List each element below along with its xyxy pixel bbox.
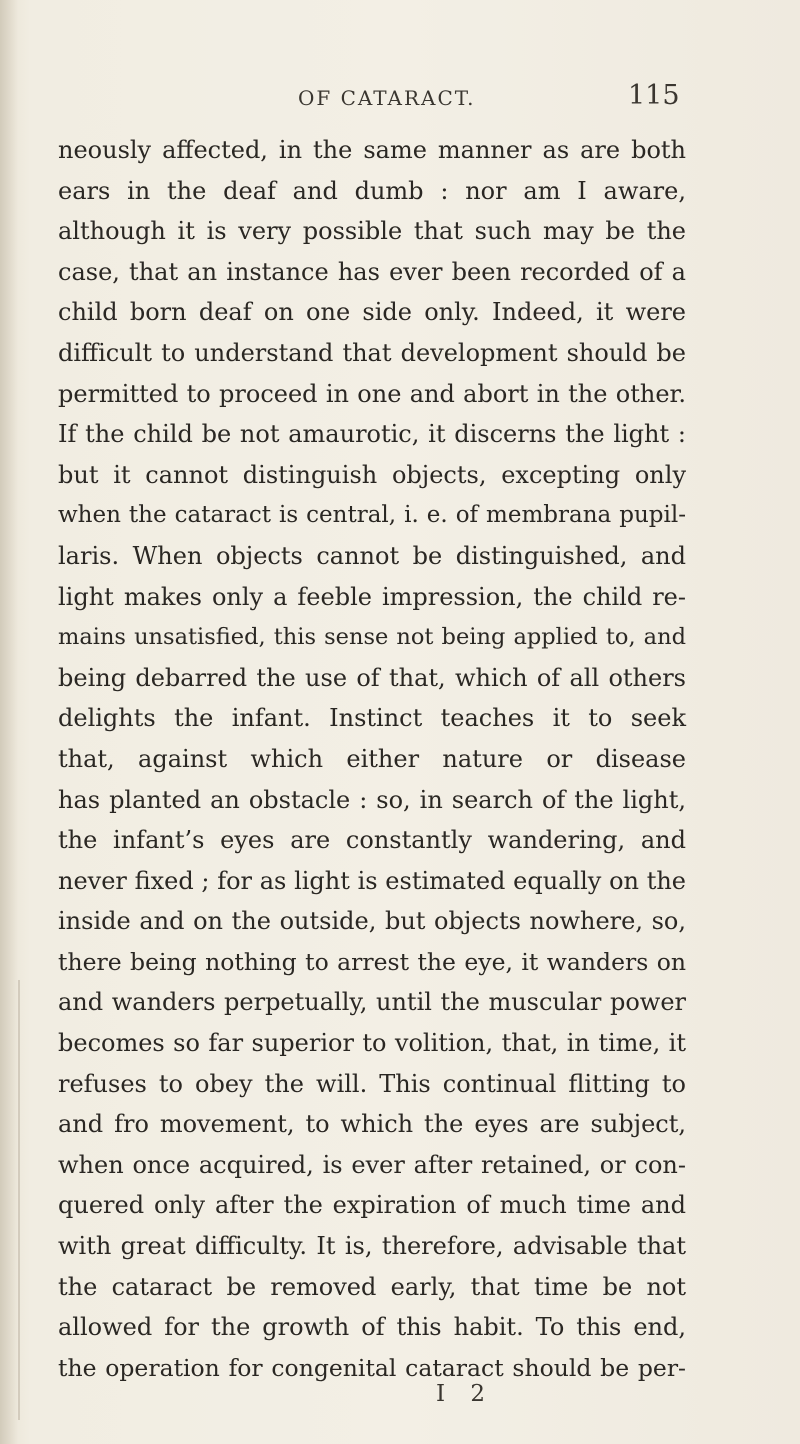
text-line: the cataract be removed early, that time be not — [58, 1272, 686, 1301]
text-line: permitted to proceed in one and abort in the other. — [58, 379, 686, 408]
text-line: being debarred the use of that, which of all others — [58, 663, 686, 692]
text-line: light makes only a feeble impression, the child re- — [58, 582, 686, 611]
text-line: when the cataract is central, i. e. of membrana pupil- — [58, 502, 686, 529]
text-line: delights the infant. Instinct teaches it to seek — [58, 704, 686, 733]
signature-mark: I 2 — [436, 1381, 495, 1407]
text-line: difficult to understand that development should be — [58, 338, 686, 367]
text-line: and fro movement, to which the eyes are subject, — [58, 1110, 686, 1139]
margin-mark — [18, 980, 20, 1420]
text-line: child born deaf on one side only. Indeed, it were — [58, 298, 686, 327]
text-line: neously affected, in the same manner as are both — [58, 136, 686, 164]
running-title: OF CATARACT. — [298, 86, 476, 110]
text-line: quered only after the expiration of much time and — [58, 1191, 686, 1220]
text-line: that, against which either nature or disease — [58, 744, 686, 773]
page-number: 115 — [628, 80, 680, 111]
text-line: never fixed ; for as light is estimated equally on the — [58, 866, 686, 895]
text-line: the operation for congenital cataract should be per- — [58, 1353, 686, 1382]
text-line: If the child be not amaurotic, it discerns the light : — [58, 420, 686, 449]
text-line: with great difficulty. It is, therefore, advisable that — [58, 1232, 686, 1261]
text-line: ears in the deaf and dumb : nor am I aware, — [58, 176, 686, 205]
body-text — [58, 130, 686, 1388]
text-line: the infant’s eyes are constantly wandering, and — [58, 826, 686, 855]
text-line: when once acquired, is ever after retained, or con- — [58, 1150, 686, 1179]
text-line: mains unsatisfied, this sense not being applied to, and — [58, 624, 686, 651]
text-line: allowed for the growth of this habit. To this end, — [58, 1313, 686, 1342]
running-head — [0, 80, 800, 116]
text-line: inside and on the outside, but objects nowhere, so, — [58, 907, 686, 936]
text-line: refuses to obey the will. This continual flitting to — [58, 1069, 686, 1098]
text-line: and wanders perpetually, until the muscular power — [58, 988, 686, 1017]
text-line: laris. When objects cannot be distinguished, and — [58, 541, 686, 570]
spine-shadow — [0, 0, 18, 1444]
text-line: although it is very possible that such may be the — [58, 217, 686, 246]
text-line: but it cannot distinguish objects, excepting only — [58, 460, 686, 489]
text-line: case, that an instance has ever been recorded of a — [58, 257, 686, 286]
text-line: has planted an obstacle : so, in search of the light, — [58, 785, 686, 814]
text-line: there being nothing to arrest the eye, it wanders on — [58, 947, 686, 976]
text-line: becomes so far superior to volition, that, in time, it — [58, 1029, 686, 1058]
